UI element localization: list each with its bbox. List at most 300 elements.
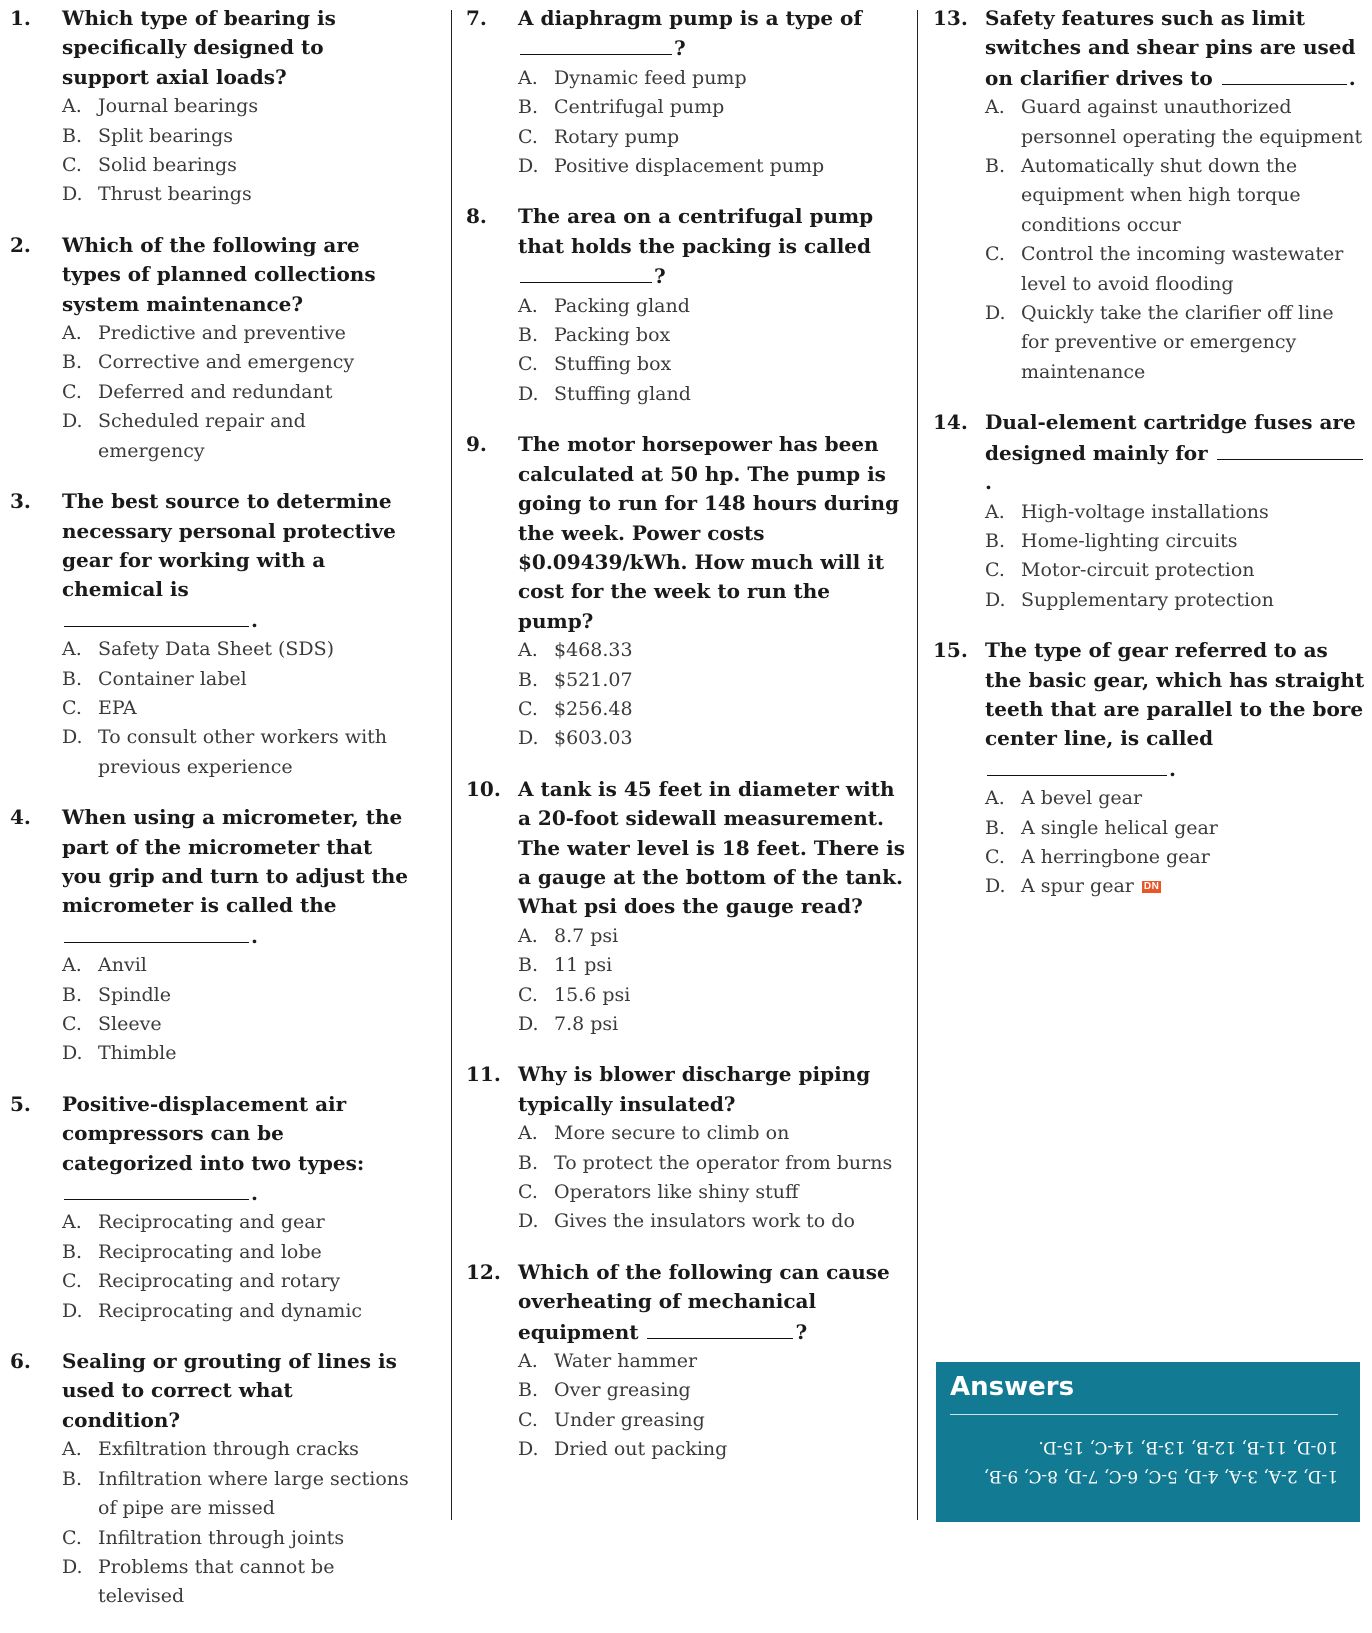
option-text: Problems that cannot be televised bbox=[98, 1555, 335, 1608]
answer-option bbox=[933, 843, 1365, 872]
option-letter: A. bbox=[985, 500, 1005, 523]
option-letter: C. bbox=[985, 243, 1005, 266]
option-letter: B. bbox=[62, 983, 83, 1006]
question-number: 1. bbox=[10, 6, 31, 30]
question-text-part: When using a micrometer, the part of the micrometer that you grip and turn to adjust the micrometer is called the bbox=[62, 805, 409, 918]
option-letter: C. bbox=[518, 353, 538, 376]
answer-option bbox=[466, 1149, 906, 1178]
option-text: 11 psi bbox=[554, 954, 613, 977]
answer-blank bbox=[64, 921, 249, 943]
question-text-part: Dual-element cartridge fuses are designed mainly for bbox=[985, 410, 1356, 465]
question-text-part: Which type of bearing is specifically designed to support axial loads? bbox=[62, 6, 336, 89]
answer-option bbox=[10, 1524, 415, 1553]
answer-option bbox=[933, 586, 1365, 615]
question-10 bbox=[466, 775, 906, 1040]
column-divider bbox=[917, 10, 918, 1520]
question-text-part: ? bbox=[654, 264, 666, 289]
option-letter: B. bbox=[518, 954, 539, 977]
option-text: A herringbone gear bbox=[1021, 845, 1210, 868]
question-text bbox=[62, 1347, 415, 1435]
option-text: Quickly take the clarifier off line for preventive or emergency maintenance bbox=[1021, 302, 1334, 383]
answer-option bbox=[933, 240, 1365, 299]
option-letter: B. bbox=[62, 124, 83, 147]
option-letter: B. bbox=[518, 96, 539, 119]
answers-key bbox=[950, 1432, 1338, 1490]
answer-option bbox=[466, 350, 906, 379]
question-text-part: Why is blower discharge piping typically insulated? bbox=[518, 1062, 871, 1116]
answer-option bbox=[933, 93, 1365, 152]
question-text-part: . bbox=[1169, 756, 1176, 781]
option-text: Infiltration where large sections of pipe are missed bbox=[98, 1467, 409, 1520]
question-stem bbox=[10, 1347, 415, 1435]
question-text-part: The area on a centrifugal pump that holds the packing is called bbox=[518, 204, 874, 258]
question-text-part: The type of gear referred to as the basic gear, which has straight teeth that are parallel to the bore center line, is called bbox=[985, 638, 1365, 751]
question-number: 2. bbox=[10, 232, 31, 257]
option-letter: D. bbox=[62, 1042, 83, 1065]
options-list bbox=[466, 922, 906, 1040]
answer-option bbox=[10, 1208, 415, 1237]
option-text: Scheduled repair and emergency bbox=[98, 410, 306, 462]
answer-option bbox=[466, 93, 906, 122]
option-text: Infiltration through joints bbox=[98, 1526, 345, 1549]
option-letter: C. bbox=[985, 559, 1005, 582]
option-letter: D. bbox=[62, 410, 83, 433]
question-3 bbox=[10, 487, 415, 782]
option-text: Water hammer bbox=[554, 1350, 698, 1373]
question-text-part: Which of the following can cause overheating of mechanical equipment bbox=[518, 1259, 890, 1344]
option-text: Under greasing bbox=[554, 1408, 705, 1431]
answer-option bbox=[10, 723, 415, 782]
option-letter: D. bbox=[62, 1555, 83, 1578]
answer-option bbox=[10, 1553, 415, 1612]
question-number: 6. bbox=[10, 1349, 31, 1374]
option-letter: A. bbox=[518, 1350, 538, 1373]
answer-option bbox=[466, 321, 906, 350]
option-text: Operators like shiny stuff bbox=[554, 1181, 799, 1204]
question-number: 12. bbox=[466, 1259, 501, 1284]
question-text bbox=[518, 4, 906, 64]
question-stem bbox=[933, 636, 1365, 784]
option-letter: C. bbox=[985, 845, 1005, 868]
option-text: Packing gland bbox=[554, 294, 690, 317]
answer-option bbox=[10, 378, 415, 407]
question-text-part: The best source to determine necessary personal protective gear for working with a chemical is bbox=[62, 489, 396, 602]
answer-option bbox=[10, 981, 415, 1010]
option-letter: B. bbox=[985, 816, 1006, 839]
question-text-part: . bbox=[251, 1181, 258, 1206]
question-text bbox=[518, 430, 906, 636]
answer-option bbox=[466, 1347, 906, 1376]
answer-option bbox=[466, 1207, 906, 1236]
options-list bbox=[466, 64, 906, 182]
option-text: High-voltage installations bbox=[1021, 500, 1269, 523]
option-text: 8.7 psi bbox=[554, 924, 619, 947]
question-number: 7. bbox=[466, 6, 487, 30]
question-text-part: ? bbox=[795, 1319, 808, 1344]
answer-option bbox=[933, 498, 1365, 527]
option-letter: D. bbox=[62, 1299, 83, 1322]
option-letter: C. bbox=[518, 1181, 538, 1204]
option-text: Packing box bbox=[554, 324, 671, 347]
answer-option bbox=[10, 180, 415, 209]
option-text: Motor-circuit protection bbox=[1021, 559, 1255, 582]
option-letter: B. bbox=[518, 668, 539, 691]
question-text-part: . bbox=[1348, 65, 1356, 90]
option-letter: A. bbox=[985, 787, 1005, 810]
question-4 bbox=[10, 803, 415, 1069]
option-letter: A. bbox=[62, 1438, 82, 1461]
option-text: A spur gear bbox=[1021, 875, 1134, 898]
option-text: Home-lighting circuits bbox=[1021, 529, 1238, 552]
answer-option bbox=[10, 151, 415, 180]
answer-option bbox=[10, 348, 415, 377]
question-number: 3. bbox=[10, 489, 31, 514]
option-letter: D. bbox=[518, 382, 539, 405]
option-text: 15.6 psi bbox=[554, 983, 631, 1006]
question-12 bbox=[466, 1258, 906, 1465]
question-5 bbox=[10, 1090, 415, 1326]
option-letter: A. bbox=[518, 924, 538, 947]
question-stem bbox=[466, 430, 906, 636]
option-letter: B. bbox=[62, 1240, 83, 1263]
option-letter: D. bbox=[62, 183, 83, 206]
option-text: $521.07 bbox=[554, 668, 633, 691]
question-13 bbox=[933, 4, 1365, 387]
option-text: Reciprocating and dynamic bbox=[98, 1299, 363, 1322]
question-text bbox=[62, 803, 415, 951]
answers-line: 10-D, 11-B, 12-B, 13-B, 14-C, 15-D. bbox=[1038, 1437, 1338, 1457]
option-letter: D. bbox=[985, 302, 1006, 325]
answer-option bbox=[466, 922, 906, 951]
option-letter: A. bbox=[518, 66, 538, 89]
answer-option bbox=[10, 1039, 415, 1068]
question-stem bbox=[10, 231, 415, 319]
option-text: Reciprocating and gear bbox=[98, 1211, 325, 1234]
option-letter: D. bbox=[518, 727, 539, 750]
options-list bbox=[10, 635, 415, 782]
question-text-part: ? bbox=[674, 36, 686, 61]
question-number: 10. bbox=[466, 776, 501, 801]
option-text: Anvil bbox=[98, 954, 147, 977]
option-letter: C. bbox=[518, 1408, 538, 1431]
question-stem bbox=[466, 4, 906, 64]
question-text bbox=[985, 636, 1365, 784]
question-text bbox=[518, 775, 906, 922]
option-text: Journal bearings bbox=[98, 95, 259, 118]
option-text: Deferred and redundant bbox=[98, 380, 333, 403]
question-stem bbox=[466, 1258, 906, 1347]
answer-blank bbox=[520, 261, 652, 283]
option-letter: C. bbox=[62, 1013, 82, 1035]
answer-option bbox=[466, 1376, 906, 1405]
option-text: Corrective and emergency bbox=[98, 351, 355, 374]
options-list bbox=[933, 784, 1365, 902]
option-text: Rotary pump bbox=[554, 125, 680, 148]
question-text bbox=[518, 1258, 906, 1347]
answer-option bbox=[10, 1465, 415, 1524]
answer-option bbox=[466, 724, 906, 753]
answer-option bbox=[466, 666, 906, 695]
answers-box bbox=[936, 1362, 1360, 1522]
question-text bbox=[518, 202, 906, 291]
question-text-part: . bbox=[251, 607, 258, 632]
answer-blank bbox=[647, 1317, 793, 1339]
question-text bbox=[518, 1060, 906, 1119]
option-text: Reciprocating and lobe bbox=[98, 1240, 322, 1263]
question-text-part: Which of the following are types of planned collections system maintenance? bbox=[62, 232, 376, 316]
option-text: Reciprocating and rotary bbox=[98, 1270, 341, 1293]
option-text: Thrust bearings bbox=[98, 183, 252, 206]
question-6 bbox=[10, 1347, 415, 1612]
question-text bbox=[62, 4, 415, 92]
question-stem bbox=[933, 4, 1365, 93]
question-number: 14. bbox=[933, 410, 968, 435]
option-letter: A. bbox=[518, 294, 538, 317]
option-text: To protect the operator from burns bbox=[554, 1151, 893, 1174]
question-text-part: The motor horsepower has been calculated at 50 hp. The pump is going to run for 148 hours during the week. Power costs $0.09439/kWh. How much will it cost for the week to run the pump? bbox=[518, 432, 900, 633]
option-text: Split bearings bbox=[98, 124, 234, 147]
option-text: Centrifugal pump bbox=[554, 96, 725, 119]
question-number: 5. bbox=[10, 1091, 31, 1116]
option-letter: B. bbox=[518, 324, 539, 347]
question-stem bbox=[466, 202, 906, 291]
option-text: Predictive and preventive bbox=[98, 322, 346, 345]
answer-blank bbox=[1222, 63, 1347, 85]
option-letter: C. bbox=[62, 380, 82, 403]
answer-option bbox=[10, 635, 415, 664]
answer-option bbox=[10, 407, 415, 466]
question-number: 13. bbox=[933, 6, 968, 30]
column-2 bbox=[466, 4, 906, 1486]
option-letter: B. bbox=[985, 155, 1006, 178]
question-stem bbox=[466, 1060, 906, 1119]
question-stem bbox=[466, 775, 906, 922]
question-text bbox=[62, 231, 415, 319]
options-list bbox=[10, 92, 415, 210]
answers-line: 1-D, 2-A, 3-A, 4-D, 5-C, 6-C, 7-D, 8-C, 9-B, bbox=[983, 1466, 1338, 1486]
answer-option bbox=[466, 636, 906, 665]
question-text-part: A tank is 45 feet in diameter with a 20-foot sidewall measurement. The water level is 18 feet. There is a gauge at the bottom of the tank. What psi does the gauge read? bbox=[518, 776, 906, 919]
answer-option bbox=[466, 64, 906, 93]
option-text: Exfiltration through cracks bbox=[98, 1438, 359, 1461]
answer-option bbox=[466, 1010, 906, 1039]
answer-option bbox=[10, 1435, 415, 1464]
answer-option bbox=[10, 319, 415, 348]
option-letter: C. bbox=[62, 1526, 82, 1549]
answer-option bbox=[466, 1119, 906, 1148]
option-letter: D. bbox=[518, 155, 539, 178]
question-text-part: Positive-displacement air compressors can be categorized into two types: bbox=[62, 1091, 365, 1175]
question-number: 11. bbox=[466, 1062, 501, 1087]
question-stem bbox=[10, 4, 415, 92]
option-letter: A. bbox=[62, 322, 82, 345]
question-number: 4. bbox=[10, 805, 31, 830]
column-divider bbox=[451, 10, 452, 1520]
option-letter: D. bbox=[518, 1210, 539, 1233]
answer-option bbox=[10, 122, 415, 151]
option-letter: D. bbox=[62, 726, 83, 749]
question-7 bbox=[466, 4, 906, 181]
answer-option bbox=[466, 695, 906, 724]
question-1 bbox=[10, 4, 415, 210]
question-number: 15. bbox=[933, 638, 968, 663]
answer-option bbox=[466, 1406, 906, 1435]
answer-option bbox=[933, 784, 1365, 813]
options-list bbox=[466, 1119, 906, 1237]
answer-blank bbox=[520, 33, 672, 55]
options-list bbox=[933, 498, 1365, 616]
question-15 bbox=[933, 636, 1365, 902]
question-stem bbox=[10, 803, 415, 951]
answer-option bbox=[10, 1267, 415, 1296]
option-letter: D. bbox=[518, 1438, 539, 1461]
option-text: EPA bbox=[98, 696, 137, 719]
question-text-part: Safety features such as limit switches and shear pins are used on clarifier drives to bbox=[985, 6, 1356, 90]
question-stem bbox=[10, 487, 415, 635]
answer-option bbox=[10, 1010, 415, 1039]
question-text-part: Sealing or grouting of lines is used to correct what condition? bbox=[62, 1349, 397, 1432]
option-letter: A. bbox=[518, 1122, 538, 1145]
question-9 bbox=[466, 430, 906, 753]
option-text: A single helical gear bbox=[1021, 816, 1218, 839]
option-text: More secure to climb on bbox=[554, 1122, 790, 1145]
option-text: Positive displacement pump bbox=[554, 155, 825, 178]
options-list bbox=[466, 1347, 906, 1465]
answer-option bbox=[466, 1435, 906, 1464]
option-letter: A. bbox=[518, 639, 538, 662]
answer-option bbox=[10, 665, 415, 694]
option-text: Control the incoming wastewater level to avoid flooding bbox=[1021, 243, 1344, 295]
question-text bbox=[985, 4, 1365, 93]
option-letter: B. bbox=[62, 1467, 83, 1490]
option-letter: B. bbox=[518, 1151, 539, 1174]
option-letter: B. bbox=[985, 529, 1006, 552]
answer-option bbox=[933, 527, 1365, 556]
answer-option bbox=[466, 981, 906, 1010]
option-text: Safety Data Sheet (SDS) bbox=[98, 638, 335, 661]
option-text: Automatically shut down the equipment when high torque conditions occur bbox=[1021, 155, 1301, 236]
option-letter: B. bbox=[518, 1379, 539, 1402]
option-letter: C. bbox=[518, 125, 538, 148]
answer-option bbox=[466, 1178, 906, 1207]
option-letter: A. bbox=[62, 638, 82, 661]
option-letter: D. bbox=[985, 875, 1006, 898]
answer-option bbox=[933, 152, 1365, 240]
answer-option bbox=[466, 292, 906, 321]
option-text: $256.48 bbox=[554, 697, 633, 720]
option-text: $468.33 bbox=[554, 639, 633, 662]
question-8 bbox=[466, 202, 906, 409]
option-text: Stuffing gland bbox=[554, 382, 691, 405]
options-list bbox=[10, 951, 415, 1069]
option-text: Dynamic feed pump bbox=[554, 66, 747, 89]
answer-blank bbox=[987, 754, 1167, 776]
option-text: Stuffing box bbox=[554, 353, 672, 376]
answer-option bbox=[10, 92, 415, 121]
question-text bbox=[62, 1090, 415, 1209]
option-text: To consult other workers with previous experience bbox=[98, 726, 388, 778]
options-list bbox=[10, 1435, 415, 1611]
question-11 bbox=[466, 1060, 906, 1236]
question-stem bbox=[10, 1090, 415, 1209]
option-letter: C. bbox=[62, 154, 82, 177]
option-text: Thimble bbox=[98, 1042, 177, 1065]
question-number: 9. bbox=[466, 432, 487, 457]
answer-option bbox=[10, 694, 415, 723]
question-text-part: . bbox=[985, 470, 992, 495]
answers-divider bbox=[950, 1414, 1338, 1415]
column-1 bbox=[10, 4, 415, 1633]
column-3 bbox=[933, 4, 1365, 923]
answer-option bbox=[466, 951, 906, 980]
option-text: Dried out packing bbox=[554, 1438, 728, 1461]
option-text: Supplementary protection bbox=[1021, 588, 1274, 611]
option-text: Sleeve bbox=[98, 1013, 162, 1035]
answer-blank bbox=[64, 605, 249, 627]
answer-option bbox=[466, 123, 906, 152]
option-letter: D. bbox=[518, 1013, 539, 1035]
answer-blank bbox=[1217, 438, 1363, 460]
options-list bbox=[933, 93, 1365, 387]
options-list bbox=[10, 319, 415, 466]
question-text-part: . bbox=[251, 923, 258, 948]
question-text bbox=[62, 487, 415, 635]
question-stem bbox=[933, 408, 1365, 497]
option-letter: A. bbox=[985, 96, 1005, 119]
option-text: Over greasing bbox=[554, 1379, 691, 1402]
question-number: 8. bbox=[466, 204, 487, 229]
options-list bbox=[466, 292, 906, 410]
answer-option bbox=[466, 152, 906, 181]
option-letter: C. bbox=[518, 697, 538, 720]
answers-title: Answers bbox=[950, 1372, 1075, 1402]
answer-option bbox=[10, 1297, 415, 1326]
options-list bbox=[466, 636, 906, 754]
option-text: Container label bbox=[98, 667, 247, 690]
option-text: Solid bearings bbox=[98, 154, 237, 177]
option-text: Spindle bbox=[98, 983, 171, 1006]
question-2 bbox=[10, 231, 415, 466]
option-letter: B. bbox=[62, 667, 83, 690]
option-letter: C. bbox=[62, 1270, 82, 1293]
answer-blank bbox=[64, 1178, 249, 1200]
answer-option bbox=[10, 1238, 415, 1267]
option-text: $603.03 bbox=[554, 727, 633, 750]
option-letter: B. bbox=[62, 351, 83, 374]
answer-option bbox=[933, 872, 1365, 901]
question-14 bbox=[933, 408, 1365, 615]
question-text bbox=[985, 408, 1365, 497]
option-letter: C. bbox=[518, 983, 538, 1006]
answer-option bbox=[933, 814, 1365, 843]
option-text: Guard against unauthorized personnel operating the equipment bbox=[1021, 96, 1363, 148]
answer-option bbox=[933, 556, 1365, 585]
options-list bbox=[10, 1208, 415, 1326]
answer-option bbox=[466, 380, 906, 409]
option-text: 7.8 psi bbox=[554, 1013, 619, 1035]
end-mark-icon: DN bbox=[1143, 881, 1160, 893]
answer-option bbox=[10, 951, 415, 980]
option-text: Gives the insulators work to do bbox=[554, 1210, 855, 1233]
option-letter: A. bbox=[62, 95, 82, 118]
option-letter: D. bbox=[985, 588, 1006, 611]
option-letter: A. bbox=[62, 954, 82, 977]
option-text: A bevel gear bbox=[1021, 787, 1143, 810]
question-text-part: A diaphragm pump is a type of bbox=[518, 6, 863, 30]
option-letter: A. bbox=[62, 1211, 82, 1234]
answer-option bbox=[933, 299, 1365, 387]
option-letter: C. bbox=[62, 696, 82, 719]
